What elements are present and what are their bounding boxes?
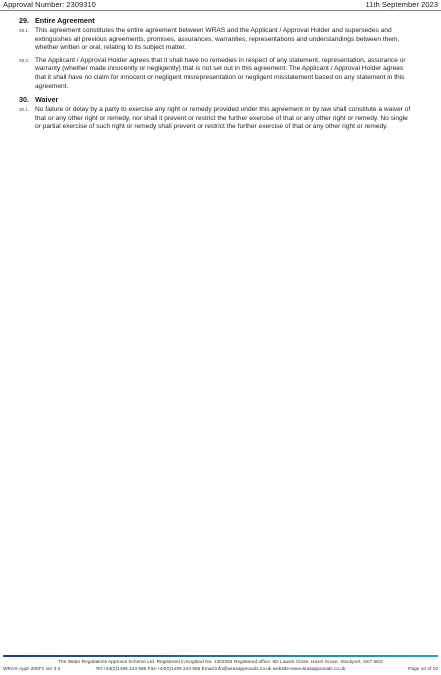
clause-30-1	[19, 106, 411, 132]
section-title: Waiver	[35, 95, 59, 105]
section-heading-entire-agreement	[19, 16, 411, 26]
clause-text: No failure or delay by a party to exercise any right or remedy provided under this agreement or by law shall constitute a waiver of that or any other right or remedy, nor shall it prevent or restrict the further exercise of that or any other right or remedy. No single or partial exercise of such right or remedy shall prevent or restrict the further exercise of that or any other right or remedy.	[35, 106, 411, 131]
footer-contact-details: Tel:+44(0)1495 244 666 Fax:+44(0)1495 244 665 Email:info@wrasapprovals.co.uk website:www.wrasapprovals.co.uk	[95, 667, 346, 672]
clause-29-1	[19, 27, 411, 53]
footer-document-ref: WRAS-Appr-205F1 ver 3.0	[3, 667, 61, 672]
approval-number: Approval Number: 2309310	[3, 0, 96, 9]
section-number: 29.	[19, 16, 29, 25]
header-divider	[0, 10, 441, 11]
clause-29-2	[19, 57, 411, 91]
header-date: 11th September 2023	[365, 0, 438, 9]
clause-text: The Applicant / Approval Holder agrees that it shall have no remedies in respect of any statement, representation, assurance or warranty (whether made innocently or negligently) that is not set out in this agreement. The Applicant / Approval Holder agrees that it shall have no claim for innocent or negligent misrepresentation or negligent misstatement based on any statement in this agreement.	[35, 56, 406, 90]
footer-divider	[3, 655, 438, 657]
clause-number: 29.2.	[19, 57, 30, 63]
section-number: 30.	[19, 95, 29, 105]
footer-page-number: Page 10 of 10	[408, 667, 438, 672]
footer-company-details: The Water Regulations Approval Scheme Ltd. Registered in England No. 1303284 Registered office: 6D Lowick Close, Hazel Grove, Stockport, SK7 5ED	[58, 660, 383, 665]
clause-number: 29.1.	[19, 28, 30, 33]
section-heading-waiver	[19, 95, 411, 105]
section-title: Entire Agreement	[35, 16, 95, 25]
document-body	[19, 16, 411, 136]
clause-number: 30.1.	[19, 107, 30, 113]
clause-text: This agreement constitutes the entire agreement between WRAS and the Applicant / Approval Holder and supersedes and extinguishes all previous agreements, promises, assurances, warranties, representations and understandings between them, whether written or oral, relating to its subject matter.	[35, 27, 400, 52]
